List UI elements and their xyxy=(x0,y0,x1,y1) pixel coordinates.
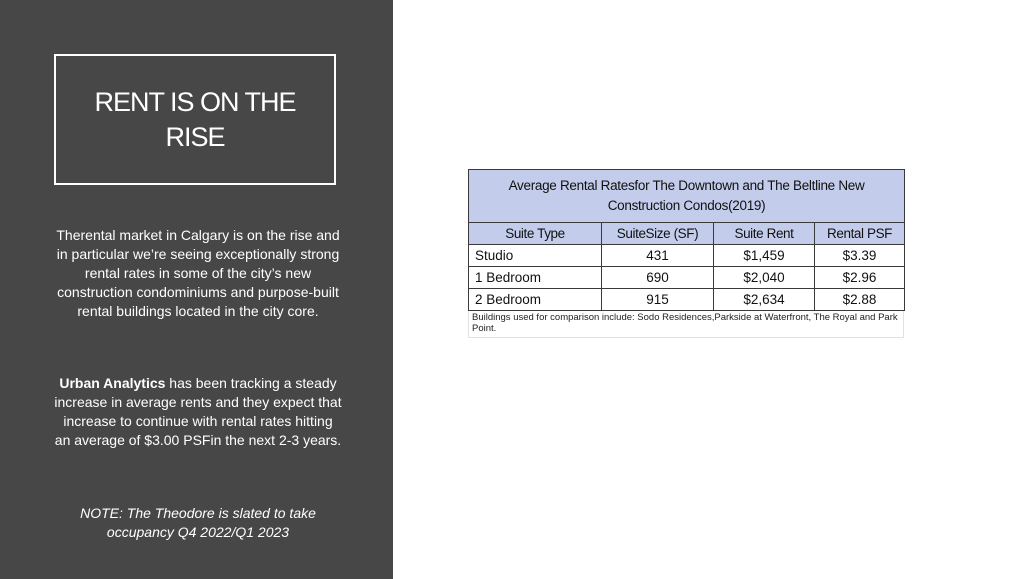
rental-rates-table xyxy=(468,169,905,311)
slide-title: RENT IS ON THE RISE xyxy=(94,86,296,152)
cell-rental-psf: $2.88 xyxy=(815,289,905,311)
column-header-suite-type: Suite Type xyxy=(469,223,602,245)
cell-suite-size: 915 xyxy=(602,289,714,311)
table-row xyxy=(469,245,905,267)
table-row xyxy=(469,267,905,289)
table-caption: Average Rental Ratesfor The Downtown and The Beltline New Construction Condos(2019) xyxy=(469,170,905,223)
cell-suite-size: 431 xyxy=(602,245,714,267)
cell-suite-type: 1 Bedroom xyxy=(469,267,602,289)
cell-suite-rent: $1,459 xyxy=(714,245,815,267)
left-panel xyxy=(0,0,393,579)
occupancy-note: NOTE: The Theodore is slated to take occupancy Q4 2022/Q1 2023 xyxy=(80,505,316,540)
cell-rental-psf: $2.96 xyxy=(815,267,905,289)
column-header-suite-size: SuiteSize (SF) xyxy=(602,223,714,245)
cell-rental-psf: $3.39 xyxy=(815,245,905,267)
rental-rates-table-container xyxy=(468,169,904,338)
cell-suite-type: 2 Bedroom xyxy=(469,289,602,311)
column-header-suite-rent: Suite Rent xyxy=(714,223,815,245)
cell-suite-size: 690 xyxy=(602,267,714,289)
analytics-company-name: Urban Analytics xyxy=(59,375,166,391)
analytics-paragraph-text: has been tracking a steady increase in average rents and they expect that increase to continue with rental rates hitting an average of $3.00 PSFin the next 2-3 years. xyxy=(54,375,342,448)
title-box xyxy=(54,54,336,185)
column-header-rental-psf: Rental PSF xyxy=(815,223,905,245)
cell-suite-rent: $2,040 xyxy=(714,267,815,289)
cell-suite-rent: $2,634 xyxy=(714,289,815,311)
table-footnote: Buildings used for comparison include: Sodo Residences,Parkside at Waterfront, The Royal and Park Point. xyxy=(468,311,904,338)
cell-suite-type: Studio xyxy=(469,245,602,267)
intro-paragraph: Therental market in Calgary is on the rise and in particular we’re seeing exceptionally strong rental rates in some of the city’s new construction condominiums and purpose-built rental buildings located in the city core. xyxy=(56,227,340,319)
analytics-paragraph xyxy=(54,374,342,450)
table-row xyxy=(469,289,905,311)
